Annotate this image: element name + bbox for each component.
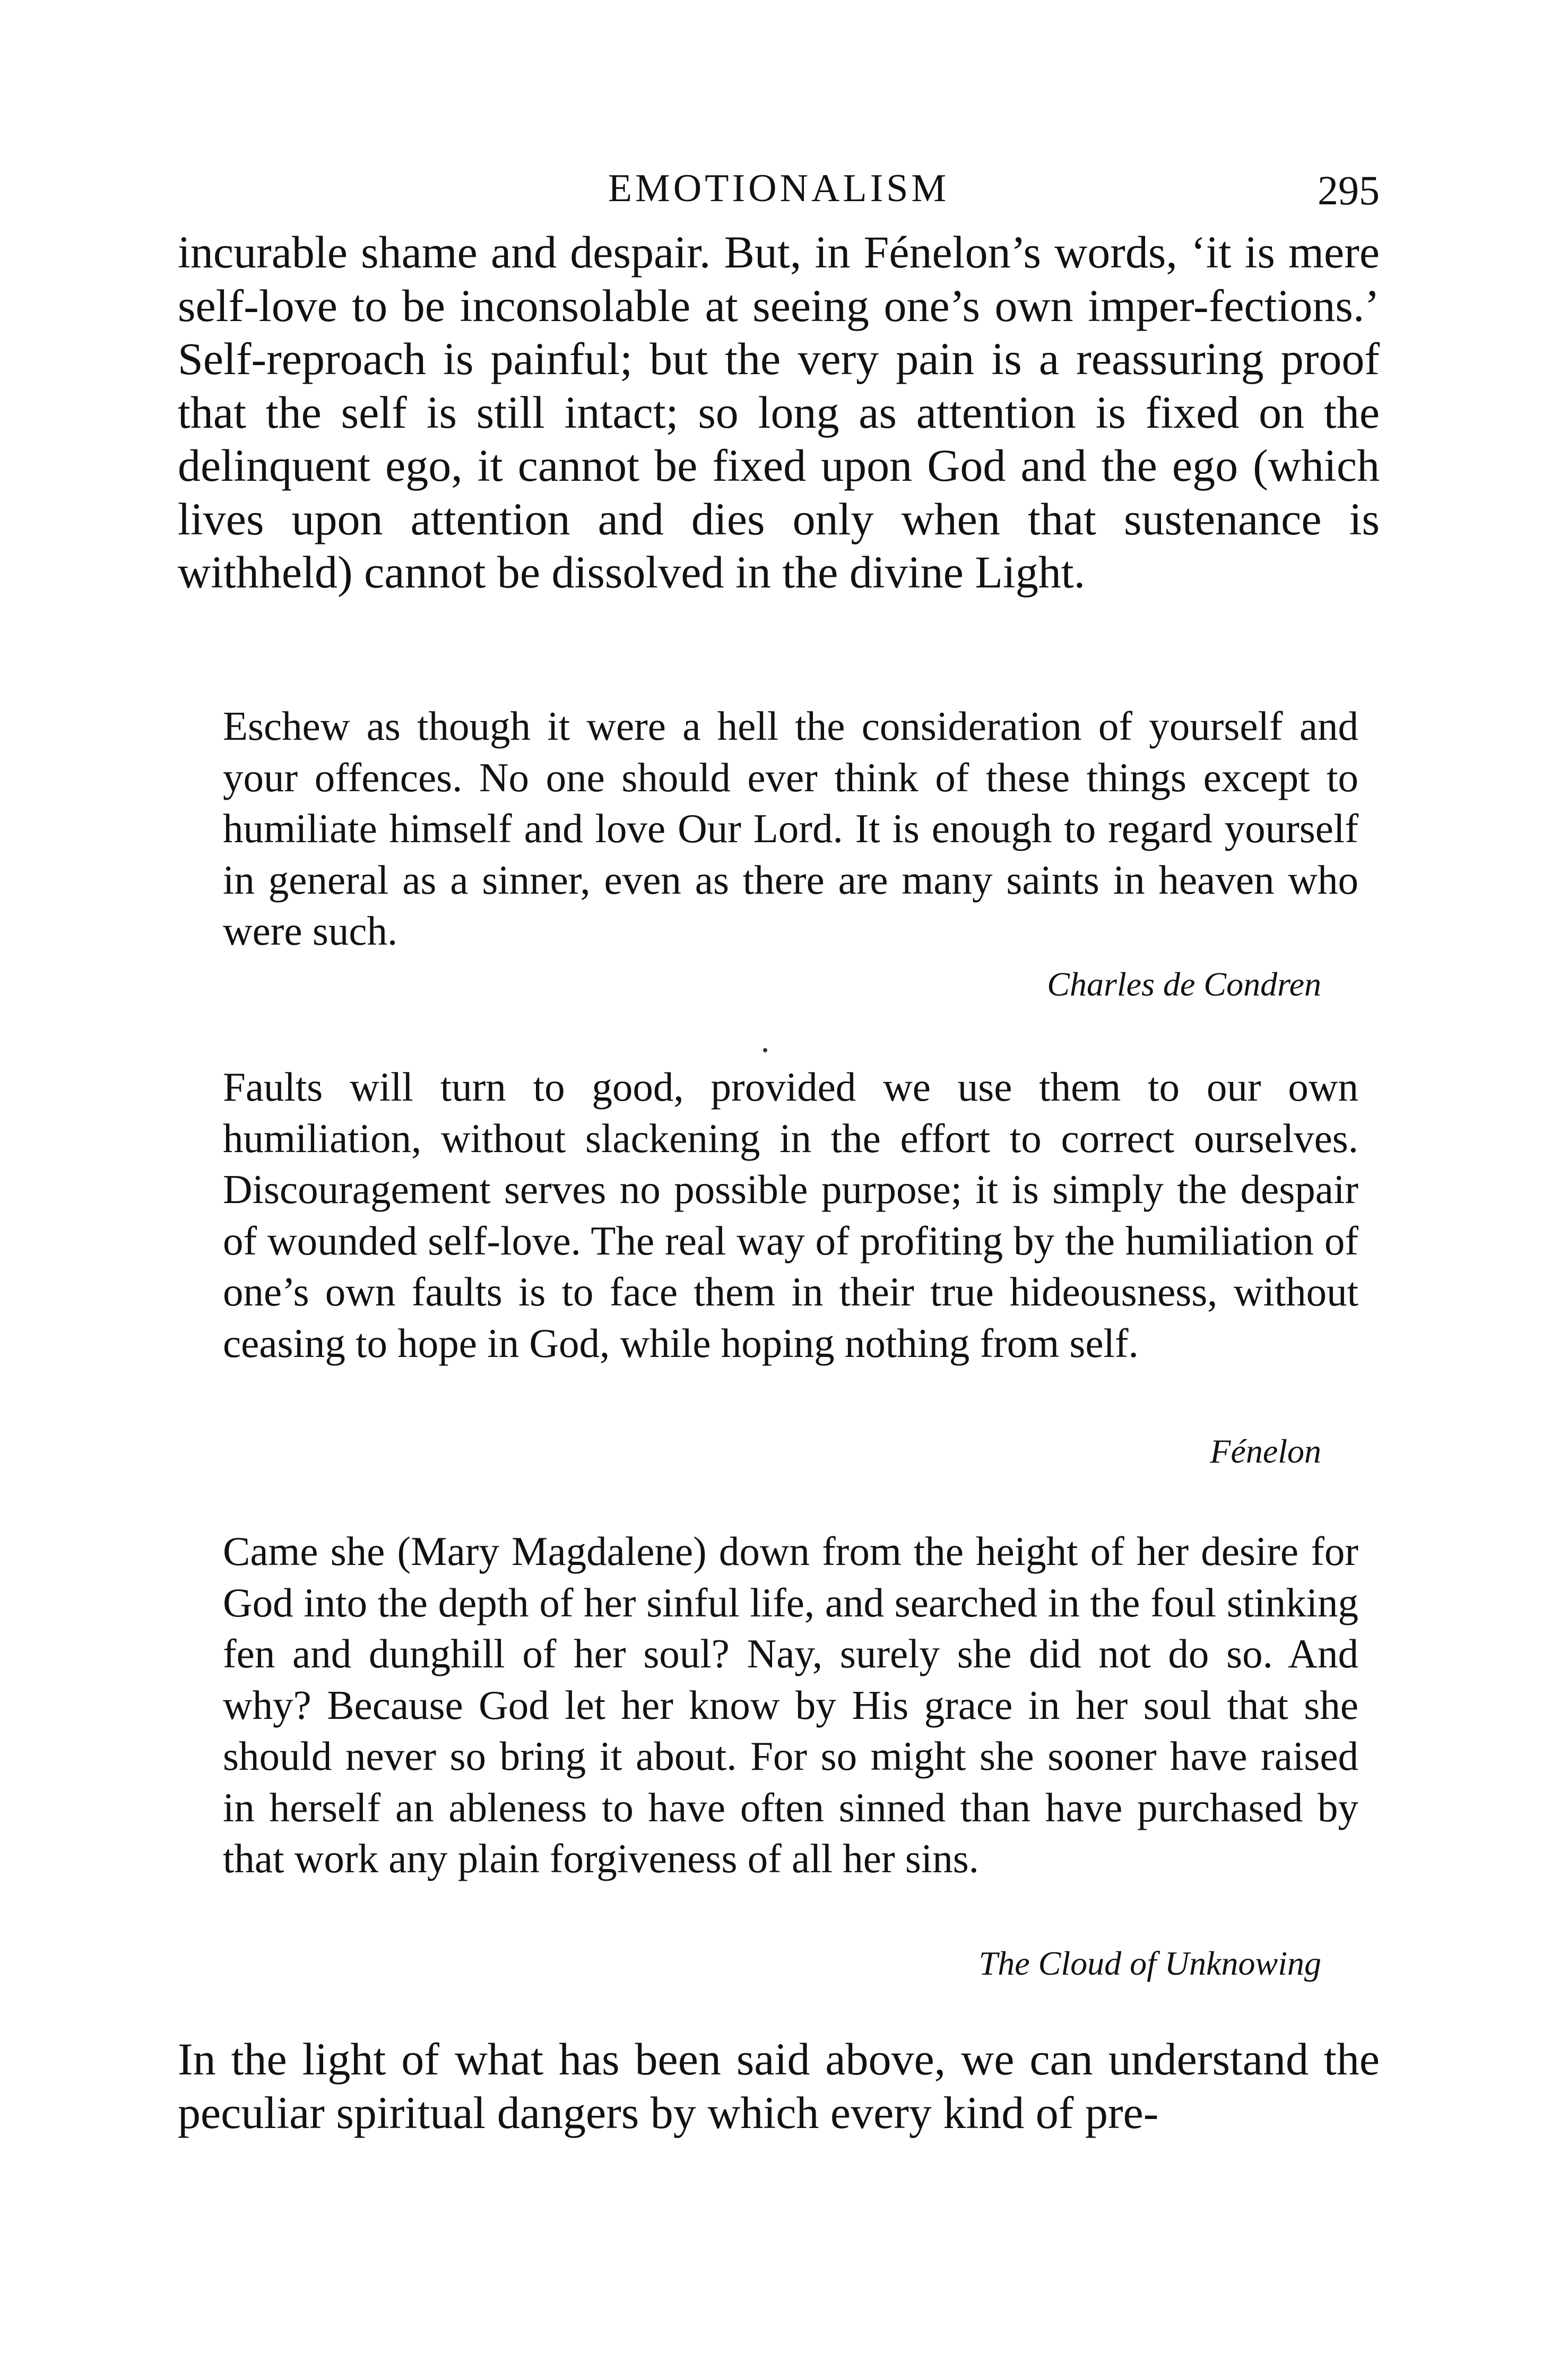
page-number: 295 — [1318, 167, 1380, 213]
body-paragraph-bottom: In the light of what has been said above, we can understand the peculiar spiritual dangers by which every kind of pre- — [178, 2034, 1380, 2138]
quote-cloud-of-unknowing: Came she (Mary Magdalene) down from the height of her desire for God into the depth of her sinful life, and searched in the foul stinking fen and dunghill of her soul? Nay, surely she did not do so. And why? Because God let her know by His grace in her soul that she should never so bring it about. For so might she sooner have raised in herself an ableness to have often sinned than have purchased by that work any plain forgiveness of all her sins. — [223, 1528, 1358, 1881]
attribution-fenelon: Fénelon — [1210, 1432, 1321, 1470]
separator-dot — [763, 1048, 767, 1052]
quote-fenelon: Faults will turn to good, provided we use them to our own humiliation, without slackening in the effort to correct ourselves. Discouragement serves no possible purpose; it is simply the despair of wounded self-love. The real way of profiting by the humiliation of one’s own faults is to face them in their true hideousness, without ceasing to hope in God, while hoping nothing from self. — [223, 1064, 1358, 1366]
body-paragraph-top: incurable shame and despair. But, in Fénelon’s words, ‘it is mere self-love to be inconsolable at seeing one’s own imper-fections.’ Self-reproach is painful; but the very pain is a reassuring proof that the self is still intact; so long as attention is fixed on the delinquent ego, it cannot be fixed upon God and the ego (which lives upon attention and dies only when that sustenance is withheld) cannot be dissolved in the divine Light. — [178, 227, 1380, 598]
running-title: EMOTIONALISM — [608, 167, 950, 210]
running-head — [178, 162, 1380, 220]
attribution-cloud-of-unknowing: The Cloud of Unknowing — [978, 1944, 1321, 1982]
attribution-condren: Charles de Condren — [1047, 965, 1321, 1003]
quote-condren: Eschew as though it were a hell the consideration of yourself and your offences. No one should ever think of these things except to humiliate himself and love Our Lord. It is enough to regard yourself in general as a sinner, even as there are many saints in heaven who were such. — [223, 703, 1358, 954]
